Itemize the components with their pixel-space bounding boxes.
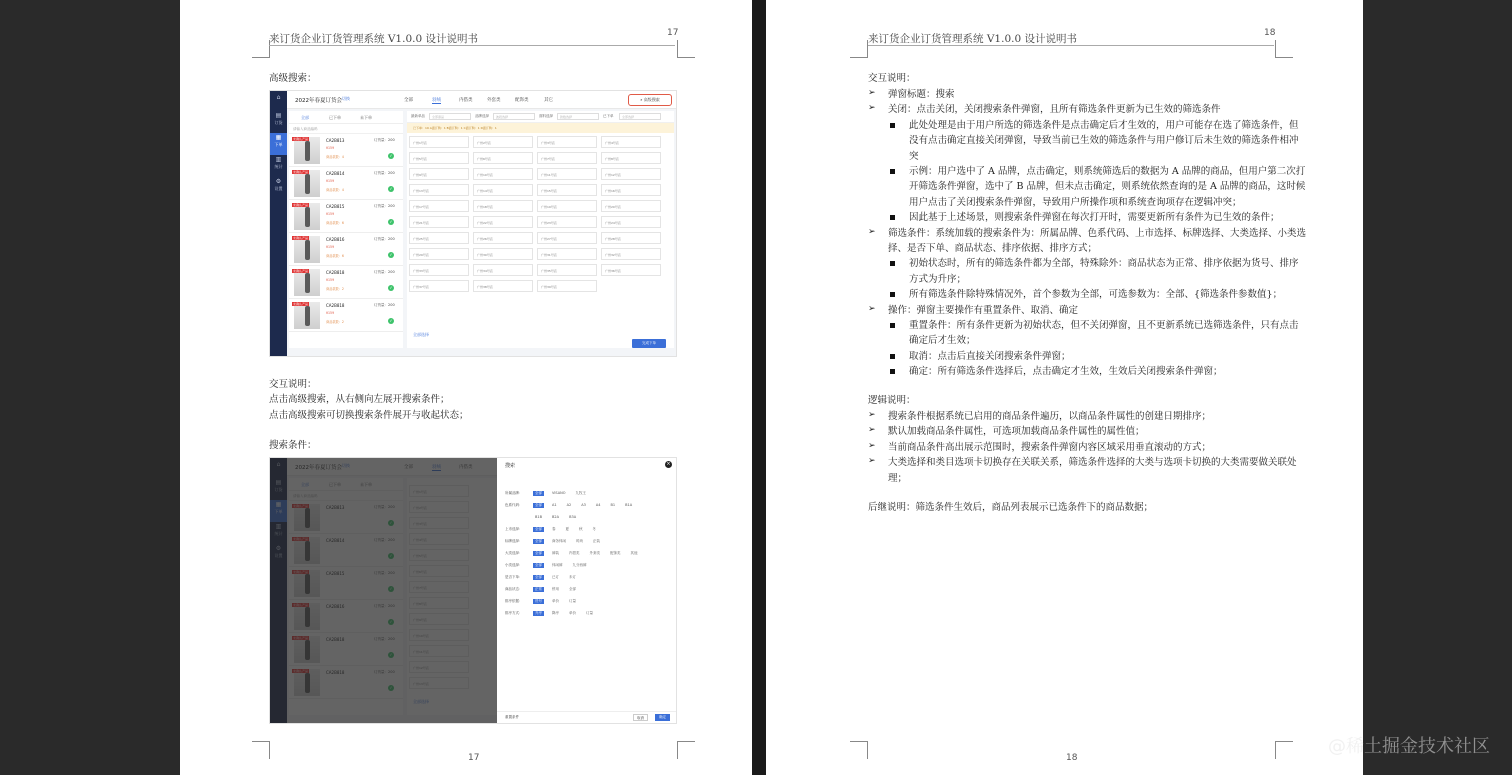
filter-row	[505, 575, 584, 584]
filter-option[interactable]: A4	[595, 503, 601, 507]
product-status: 商品款数：2	[326, 287, 344, 291]
product-code: CA2B813	[326, 138, 345, 143]
interaction-line: 择、是否下单、商品状态、排序依据、排序方式；	[888, 243, 1098, 254]
crop-mark	[1275, 741, 1293, 759]
complete-order-button[interactable]: 完成下单	[632, 339, 666, 348]
filter-row-label: 是否下单：	[505, 575, 523, 579]
product-qty: 订货量：200	[374, 171, 395, 175]
logic-line: 当前商品条件高出展示范围时，搜索条件弹窗内容区域采用垂直滚动的方式；	[888, 441, 1212, 453]
store-cell[interactable]: 广州32号店	[601, 248, 661, 260]
interaction-line: 此处处理是由于用户所选的筛选条件是点击确定后才生效的，用户可能存在选了筛选条件，但	[909, 119, 1299, 131]
square-bullet-icon	[890, 169, 895, 174]
filter-row-label: 上市选择：	[505, 527, 523, 531]
product-image	[294, 170, 320, 197]
arrow-bullet-icon: ➢	[868, 456, 876, 467]
store-cell[interactable]: 广州21号店	[409, 216, 469, 228]
square-bullet-icon	[890, 292, 895, 297]
list-tab-ordered[interactable]: 已下单	[329, 115, 341, 120]
advanced-search-button[interactable]: ⌕ 高级搜索	[628, 94, 672, 106]
filter-option[interactable]: 降序	[552, 611, 559, 615]
check-icon: ✓	[389, 252, 393, 257]
nav-order[interactable]: ▤ 订货	[270, 111, 287, 133]
filter-label: 最新单品	[411, 114, 425, 118]
store-cell[interactable]: 广州24号店	[601, 216, 661, 228]
filter-option[interactable]: 全部	[535, 575, 542, 579]
logic-title: 逻辑说明：	[868, 395, 916, 406]
product-tag: 未确认产品	[293, 203, 309, 207]
filter-option[interactable]: 秋	[579, 527, 583, 531]
store-cell[interactable]: 广州22号店	[473, 216, 533, 228]
screenshot-advanced-search	[269, 90, 677, 357]
store-cell[interactable]: 广州2号店	[473, 136, 533, 148]
product-status: 商品款数：4	[326, 155, 344, 159]
product-image	[294, 302, 320, 329]
crop-mark	[252, 40, 270, 58]
check-icon: ✓	[389, 318, 393, 323]
filter-option[interactable]: 订量	[569, 599, 576, 603]
interaction-line: 所有筛选条件除特殊情况外，首个参数为全部，可选参数为：全部、{筛选条件参数值}；	[909, 289, 1283, 301]
product-tag: 未确认产品	[293, 170, 309, 174]
tab-accessory[interactable]: 配饰类	[515, 98, 529, 103]
filter-row	[505, 563, 595, 572]
filter-option[interactable]: A3	[581, 503, 586, 507]
square-bullet-icon	[890, 369, 895, 374]
store-cell[interactable]: 广州15号店	[537, 184, 597, 196]
filter-row-label: 排序依据：	[505, 599, 523, 603]
arrow-bullet-icon: ➢	[868, 103, 876, 114]
header-rule	[868, 45, 1274, 46]
filter-option[interactable]: 春	[552, 527, 556, 531]
filter-option[interactable]: 未订	[569, 575, 576, 579]
store-cell[interactable]: 广州11号店	[537, 168, 597, 180]
interaction-line: 操作：弹窗主要操作有重置条件、取消、确定	[888, 304, 1079, 316]
store-cell[interactable]: 广州13号店	[409, 184, 469, 196]
filter-row-label: 商品状态：	[505, 587, 523, 591]
product-tag: 未确认产品	[293, 302, 309, 306]
filter-option[interactable]: B1	[610, 503, 616, 507]
check-icon: ✓	[389, 285, 393, 290]
interaction-title: 交互说明：	[868, 73, 916, 84]
watermark: @稀土掘金技术社区	[1328, 736, 1490, 757]
check-icon: ✓	[389, 186, 393, 191]
interaction-line: 筛选条件：系统加载的搜索条件为：所属品牌、色系代码、上市选择、标牌选择、大类选择、小类选	[888, 227, 1307, 239]
product-price: ¥159	[326, 146, 335, 150]
filter-option[interactable]: 九分西裤	[572, 563, 587, 567]
list-item[interactable]	[289, 266, 403, 299]
filter-option[interactable]: 单价	[552, 599, 559, 603]
interaction-line: 确定：所有筛选条件选择后，点击确定才生效，生效后关闭搜索条件弹窗；	[909, 366, 1223, 378]
interaction-line: 确定后才生效；	[909, 335, 976, 347]
section-advanced-search: 高级搜索：	[269, 73, 317, 84]
center-gutter	[752, 0, 766, 775]
arrow-bullet-icon: ➢	[868, 88, 876, 98]
filter-option[interactable]: 外套类	[589, 551, 600, 555]
product-price: ¥159	[326, 245, 335, 249]
logic-line: 理；	[888, 472, 908, 484]
store-cell[interactable]: 广州6号店	[473, 152, 533, 164]
check-icon: ✓	[389, 153, 393, 158]
interaction-line: 因此基于上述场景，则搜索条件弹窗在每次打开时，需要更新所有条件为已生效的条件；	[909, 212, 1280, 224]
store-cell[interactable]: 广州10号店	[473, 168, 533, 180]
home-icon: ⌂	[276, 94, 281, 101]
list-item[interactable]	[289, 299, 403, 332]
filter-option[interactable]: 其他	[630, 551, 638, 555]
filter-row-label: 所属品牌：	[505, 491, 523, 495]
page-17	[180, 0, 752, 775]
order-notice: 已下单：19 A面订购：1 B面订购：1 C面订购：1 D面订购：1	[407, 123, 674, 133]
product-code: CA2B815	[326, 204, 345, 209]
reset-button[interactable]: 重置条件	[505, 715, 519, 719]
store-cell[interactable]: 广州36号店	[601, 264, 661, 276]
right-margin	[1363, 0, 1512, 775]
store-cell[interactable]: 广州14号店	[473, 184, 533, 196]
filter-option[interactable]: A2	[566, 503, 572, 507]
store-cell[interactable]: 广州38号店	[473, 280, 533, 292]
store-cell[interactable]: 广州33号店	[409, 264, 469, 276]
crop-mark	[252, 741, 270, 759]
filter-bar	[407, 111, 674, 123]
crop-mark	[1275, 40, 1293, 58]
product-tag: 未确认产品	[293, 236, 309, 240]
store-cell[interactable]: 广州31号店	[537, 248, 597, 260]
store-panel	[407, 111, 674, 348]
arrow-bullet-icon: ➢	[868, 440, 876, 451]
store-cell[interactable]: 广州28号店	[601, 232, 661, 244]
filter-option[interactable]: B1B	[535, 515, 543, 519]
filter-option[interactable]: 货号	[535, 599, 542, 603]
product-status: 商品款数：6	[326, 254, 344, 258]
store-cell[interactable]: 广州19号店	[537, 200, 597, 212]
page-number-bottom: 18	[1066, 753, 1078, 763]
store-cell[interactable]: 广州7号店	[537, 152, 597, 164]
filter-select[interactable]: 全部商品	[429, 113, 471, 120]
fair-title: 2022年春夏订货会	[295, 98, 342, 104]
header-rule	[269, 45, 675, 46]
store-cell[interactable]: 广州9号店	[409, 168, 469, 180]
interaction-line: 点击高级搜索可切换搜索条件展开与收起状态；	[269, 410, 469, 421]
filter-option[interactable]: B2A	[552, 515, 560, 519]
square-bullet-icon	[890, 123, 895, 128]
filter-option[interactable]: 九牧王	[575, 491, 586, 495]
interaction-line: 重置条件：所有条件更新为初始状态，但不关闭弹窗，且不更新系统已选筛选条件，只有点击	[909, 320, 1299, 331]
product-status: 商品款数：4	[326, 188, 344, 192]
logic-line: 大类选择和类目选项卡切换存在关联关系，筛选条件选择的大类与选项卡切换的大类需要做关联处	[888, 457, 1297, 469]
crop-mark	[850, 741, 868, 759]
square-bullet-icon	[890, 261, 895, 266]
store-cell[interactable]: 广州25号店	[409, 232, 469, 244]
page-header: 来订货企业订货管理系统 V1.0.0 设计说明书	[269, 33, 478, 45]
interaction-title: 交互说明：	[269, 379, 317, 390]
store-cell[interactable]: 广州1号店	[409, 136, 469, 148]
product-image	[294, 236, 320, 263]
filter-row-label: 小类选择：	[505, 563, 523, 567]
left-margin	[0, 0, 180, 775]
filter-option[interactable]: 商务休闲	[552, 539, 566, 543]
arrow-bullet-icon: ➢	[868, 303, 876, 314]
square-bullet-icon	[890, 215, 895, 220]
modal-overlay[interactable]	[270, 458, 497, 723]
cart-icon: ▦	[275, 134, 282, 141]
store-cell[interactable]: 广州16号店	[601, 184, 661, 196]
filter-select[interactable]: 款数选择	[557, 113, 599, 120]
filter-option[interactable]: 订量	[586, 611, 593, 615]
filter-option[interactable]: VISANO	[552, 491, 566, 495]
product-code: CA2B816	[326, 237, 345, 242]
filter-option[interactable]: 全部	[535, 551, 542, 555]
filter-select[interactable]: 全部选择	[619, 113, 661, 120]
filter-option[interactable]: 内搭类	[569, 551, 580, 555]
interaction-line: 关闭：点击关闭，关闭搜索条件弹窗，且所有筛选条件更新为已生效的筛选条件	[888, 104, 1221, 116]
square-bullet-icon	[890, 323, 895, 328]
filter-option[interactable]: 裤装	[552, 551, 559, 555]
product-code: CA2B818	[326, 270, 345, 275]
cancel-button[interactable]: 取消	[633, 714, 648, 721]
square-bullet-icon	[890, 354, 895, 359]
list-item[interactable]	[289, 134, 403, 167]
list-item[interactable]	[289, 233, 403, 266]
filter-select[interactable]: 波段选择	[493, 113, 535, 120]
close-icon[interactable]: ×	[666, 461, 671, 467]
store-cell[interactable]: 广州12号店	[601, 168, 661, 180]
product-price: ¥159	[326, 212, 335, 216]
interaction-line: 突	[909, 150, 919, 162]
filter-option[interactable]: 停用	[552, 587, 559, 591]
store-cell[interactable]: 广州23号店	[537, 216, 597, 228]
product-code: CA2B818	[326, 303, 345, 308]
filter-row	[505, 515, 584, 524]
filter-label: 已下单	[603, 114, 614, 118]
filter-option[interactable]: 升序	[535, 611, 542, 615]
arrow-bullet-icon: ➢	[868, 226, 876, 237]
interaction-line: 取消：点击后直接关闭搜索条件弹窗；	[909, 350, 1071, 362]
product-status: 商品款数：6	[326, 221, 344, 225]
select-all-link[interactable]: 全部选择	[413, 332, 429, 337]
product-image	[294, 269, 320, 296]
filter-option[interactable]: B1A	[625, 503, 633, 507]
store-cell[interactable]: 广州17号店	[409, 200, 469, 212]
order-icon: ▤	[275, 112, 282, 119]
filter-row	[505, 527, 604, 536]
section-conditions: 搜索条件：	[269, 440, 317, 451]
list-item[interactable]	[289, 200, 403, 233]
filter-option[interactable]: 正常	[535, 587, 542, 591]
filter-row	[505, 587, 584, 596]
store-cell[interactable]: 广州39号店	[537, 280, 597, 292]
filter-row-label: 色系代码：	[505, 503, 523, 507]
interaction-line: 点击高级搜索，从右侧向左展开搜索条件；	[269, 394, 450, 405]
interaction-line: 方式为升序；	[909, 273, 967, 285]
product-image	[294, 203, 320, 230]
store-cell[interactable]: 广州34号店	[473, 264, 533, 276]
product-tag: 未确认产品	[293, 269, 309, 273]
store-cell[interactable]: 广州37号店	[409, 280, 469, 292]
tab-inner[interactable]: 内搭类	[459, 98, 473, 103]
filter-row	[505, 491, 594, 500]
follow-up-text: 后继说明：筛选条件生效后，商品列表展示已选条件下的商品数据；	[868, 502, 1154, 513]
interaction-line: 没有点击确定直接关闭弹窗，导致当前已生效的筛选条件与用户修订后未生效的筛选条件相冲	[909, 135, 1299, 147]
confirm-button[interactable]: 确定	[655, 714, 670, 721]
filter-option[interactable]: 正装	[593, 539, 600, 543]
filter-row	[505, 503, 640, 512]
product-qty: 订货量：200	[374, 270, 395, 274]
page-18	[766, 0, 1363, 775]
filter-option[interactable]: 全部	[535, 491, 542, 495]
check-icon: ✓	[389, 219, 393, 224]
filter-row	[505, 539, 608, 548]
filter-label: 面料选择	[539, 114, 553, 118]
filter-label: 品牌选择	[475, 114, 489, 118]
page-number-top: 18	[1264, 28, 1276, 38]
product-qty: 订货量：200	[374, 237, 395, 241]
logic-line: 默认加载商品条件属性，可选项加载商品条件属性的属性值；	[888, 426, 1145, 438]
fair-switch-link[interactable]: 切换	[342, 96, 350, 101]
store-cell[interactable]: 广州5号店	[409, 152, 469, 164]
filter-option[interactable]: 休闲裤	[552, 563, 563, 567]
filter-option[interactable]: 全部	[569, 587, 576, 591]
crop-mark	[677, 40, 695, 58]
tab-coat[interactable]: 外套类	[487, 98, 501, 103]
store-cell[interactable]: 广州35号店	[537, 264, 597, 276]
filter-row-label: 排序方式：	[505, 611, 523, 615]
product-tag: 未确认产品	[293, 137, 309, 141]
store-cell[interactable]: 广州4号店	[601, 136, 661, 148]
product-price: ¥159	[326, 278, 335, 282]
filter-row-label: 标牌选择：	[505, 539, 523, 543]
screenshot-search-panel	[269, 457, 677, 724]
store-cell[interactable]: 广州8号店	[601, 152, 661, 164]
interaction-line: 用户点击了关闭搜索条件弹窗，导致用户所操作项和系统查询项存在逻辑冲突；	[909, 196, 1242, 208]
list-item[interactable]	[289, 167, 403, 200]
side-nav	[270, 91, 287, 356]
nav-stats[interactable]: ▥ 统计	[270, 155, 287, 177]
product-qty: 订货量：200	[374, 303, 395, 307]
top-bar	[287, 91, 676, 109]
product-price: ¥159	[326, 311, 335, 315]
filter-option[interactable]: 全部	[535, 539, 542, 543]
store-cell[interactable]: 广州3号店	[537, 136, 597, 148]
interaction-line: 开筛选条件弹窗，选中了 B 品牌，但未点击确定，则系统依然查询的是 A 品牌的商品，这时候	[909, 181, 1306, 193]
search-panel	[497, 458, 676, 723]
logic-line: 搜索条件根据系统已启用的商品条件遍历，以商品条件属性的创建日期排序；	[888, 411, 1212, 422]
store-cell[interactable]: 广州26号店	[473, 232, 533, 244]
filter-row	[505, 599, 584, 608]
panel-footer	[497, 711, 676, 723]
nav-settings[interactable]: ⚙ 设置	[270, 177, 287, 199]
product-status: 商品款数：2	[326, 320, 344, 324]
filter-option[interactable]: 冬	[592, 527, 596, 531]
store-cell[interactable]: 广州30号店	[473, 248, 533, 260]
interaction-line: 示例：用户选中了 A 品牌，点击确定，则系统筛选后的数据为 A 品牌的商品，但用户第二次打	[909, 166, 1306, 177]
interaction-line: 弹窗标题：搜索	[888, 89, 955, 100]
nav-place-order[interactable]: ▦ 下单	[270, 133, 287, 155]
product-list	[289, 111, 403, 348]
store-cell[interactable]: 广州18号店	[473, 200, 533, 212]
arrow-bullet-icon: ➢	[868, 425, 876, 436]
chart-icon: ▥	[275, 156, 282, 163]
tab-down[interactable]: 羽绒	[432, 98, 441, 103]
product-qty: 订货量：200	[374, 138, 395, 142]
page-header: 来订货企业订货管理系统 V1.0.0 设计说明书	[868, 33, 1077, 45]
product-search-input[interactable]: 请输入商品编码	[289, 124, 403, 134]
page-number-top: 17	[667, 28, 679, 38]
filter-option[interactable]: A1	[552, 503, 557, 507]
filter-option[interactable]: 配饰类	[610, 551, 621, 555]
product-price: ¥159	[326, 179, 335, 183]
list-tab-all[interactable]: 全部	[301, 115, 309, 120]
search-icon: ⌕	[640, 97, 644, 102]
list-tabs	[289, 111, 403, 124]
store-cell[interactable]: 广州27号店	[537, 232, 597, 244]
product-qty: 订货量：200	[374, 204, 395, 208]
filter-row-label: 大类选择：	[505, 551, 523, 555]
list-tab-unordered[interactable]: 未下单	[360, 115, 372, 120]
arrow-bullet-icon: ➢	[868, 410, 876, 420]
filter-option[interactable]: 单价	[569, 611, 576, 615]
search-panel-title: 搜索	[505, 463, 516, 469]
gear-icon: ⚙	[275, 178, 282, 185]
store-cell[interactable]: 广州29号店	[409, 248, 469, 260]
filter-option[interactable]: 已订	[552, 575, 559, 579]
product-code: CA2B814	[326, 171, 345, 176]
store-cell[interactable]: 广州20号店	[601, 200, 661, 212]
product-image	[294, 137, 320, 164]
crop-mark	[677, 741, 695, 759]
filter-row	[505, 551, 646, 560]
filter-option[interactable]: B3A	[569, 515, 577, 519]
filter-option[interactable]: 夏	[565, 527, 569, 531]
filter-option[interactable]: 时尚	[576, 539, 583, 543]
filter-option[interactable]: 全部	[535, 503, 542, 507]
page-number-bottom: 17	[468, 753, 480, 763]
interaction-line: 初始状态时，所有的筛选条件都为全部，特殊除外：商品状态为正常、排序依据为货号、排序	[909, 258, 1299, 270]
tab-all[interactable]: 全部	[404, 98, 413, 103]
filter-row	[505, 611, 601, 620]
tab-other[interactable]: 其它	[544, 98, 553, 103]
crop-mark	[850, 40, 868, 58]
filter-option[interactable]: 全部	[535, 563, 542, 567]
filter-option[interactable]: 全部	[535, 527, 542, 531]
